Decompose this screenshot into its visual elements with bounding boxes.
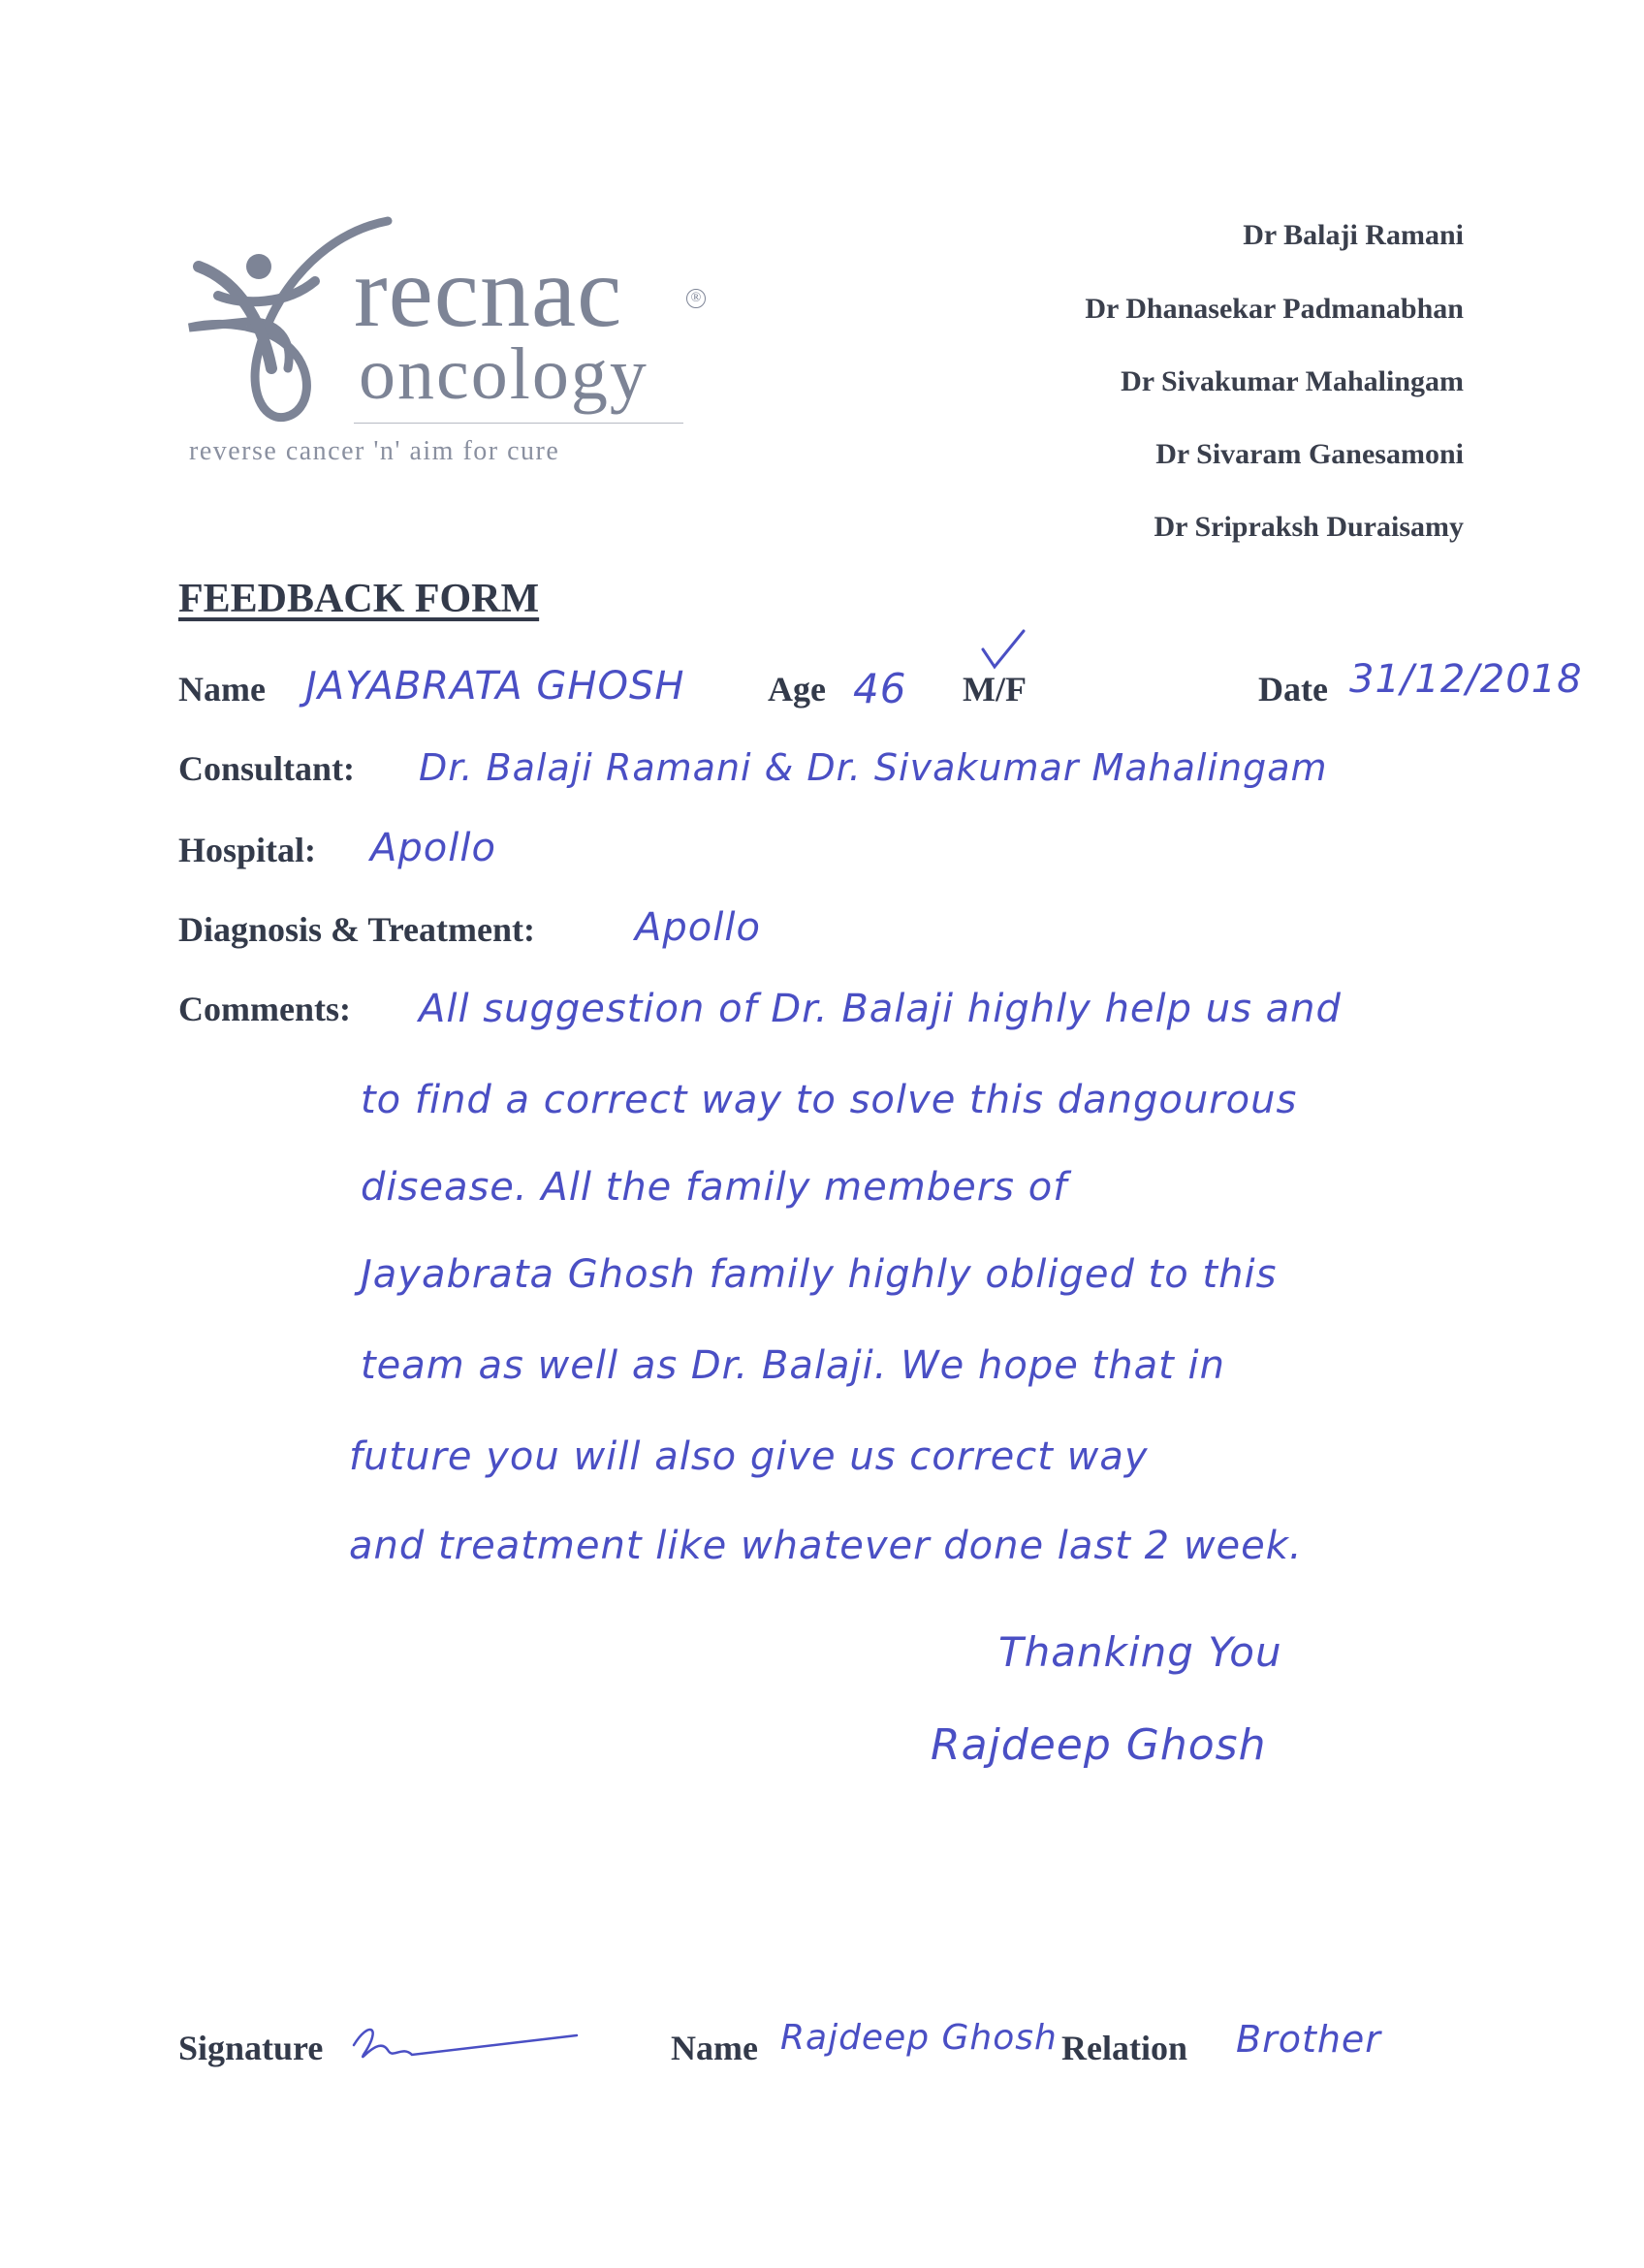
- doctor-name: Dr Sivakumar Mahalingam: [1121, 365, 1464, 397]
- comment-line: team as well as Dr. Balaji. We hope that in: [361, 1343, 1225, 1388]
- signature-scribble-icon: [334, 2016, 582, 2074]
- hospital-label: Hospital:: [178, 831, 317, 869]
- consultant-value: Dr. Balaji Ramani & Dr. Sivakumar Mahalingam: [419, 746, 1328, 789]
- footer-name-label: Name: [671, 2029, 758, 2067]
- signature-label: Signature: [178, 2029, 324, 2067]
- closing-signature: Rajdeep Ghosh: [931, 1720, 1267, 1770]
- logo-wordmark-recnac: recnac: [354, 236, 623, 348]
- comment-line: and treatment like whatever done last 2 week.: [349, 1524, 1303, 1568]
- logo-tagline: reverse cancer 'n' aim for cure: [189, 436, 560, 466]
- hospital-value: Apollo: [370, 826, 496, 870]
- relation-value: Brother: [1236, 2018, 1381, 2061]
- diagnosis-value: Apollo: [635, 905, 761, 950]
- comment-line: Jayabrata Ghosh family highly obliged to this: [361, 1252, 1278, 1297]
- comments-label: Comments:: [178, 990, 351, 1028]
- consultant-label: Consultant:: [178, 749, 356, 788]
- diagnosis-label: Diagnosis & Treatment:: [178, 910, 535, 949]
- patient-name-value: JAYABRATA GHOSH: [305, 664, 685, 709]
- footer-name-value: Rajdeep Ghosh: [780, 2018, 1058, 2058]
- name-label: Name: [178, 670, 266, 709]
- doctor-name: Dr Sripraksh Duraisamy: [1154, 511, 1464, 543]
- comment-line: future you will also give us correct way: [349, 1434, 1149, 1479]
- doctor-name: Dr Balaji Ramani: [1243, 219, 1464, 251]
- checkmark-icon: [979, 628, 1028, 672]
- comment-line: disease. All the family members of: [361, 1165, 1068, 1210]
- doctor-name: Dr Dhanasekar Padmanabhan: [1085, 293, 1464, 325]
- logo-wordmark-oncology: oncology: [359, 333, 648, 415]
- age-label: Age: [768, 670, 826, 709]
- relation-label: Relation: [1061, 2029, 1187, 2067]
- comment-line: to find a correct way to solve this dangourous: [361, 1078, 1298, 1122]
- sex-label: M/F: [963, 670, 1027, 709]
- logo-divider: [354, 423, 683, 424]
- form-title: FEEDBACK FORM: [178, 577, 540, 621]
- date-value: 31/12/2018: [1349, 657, 1583, 702]
- age-value: 46: [853, 665, 907, 712]
- date-label: Date: [1258, 670, 1328, 709]
- closing-text: Thanking You: [998, 1628, 1282, 1676]
- registered-mark: ®: [686, 289, 706, 308]
- comment-line: All suggestion of Dr. Balaji highly help us and: [419, 987, 1342, 1031]
- doctor-name: Dr Sivaram Ganesamoni: [1155, 438, 1464, 470]
